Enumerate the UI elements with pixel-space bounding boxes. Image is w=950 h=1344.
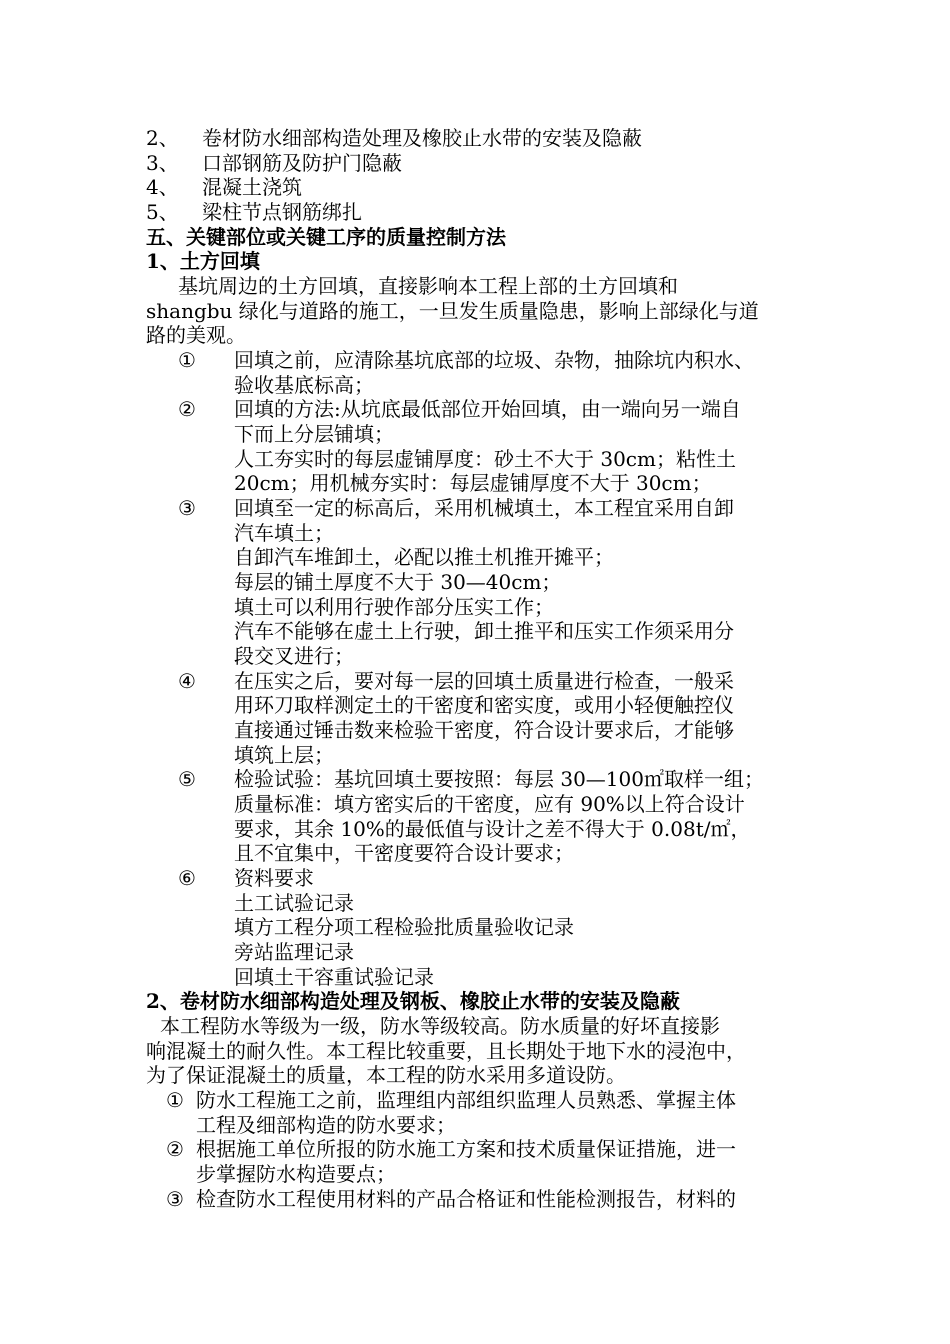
paragraph-line: 为了保证混凝土的质量，本工程的防水采用多道设防。: [146, 1063, 626, 1087]
item-line: 回填的方法:从坑底最低部位开始回填，由一端向另一端自: [234, 397, 741, 421]
paragraph-line: 基坑周边的土方回填，直接影响本工程上部的土方回填和: [178, 274, 678, 298]
item-number: ⑥: [178, 866, 196, 890]
subsection-heading: 1、土方回填: [146, 249, 260, 273]
item-number: ①: [166, 1088, 184, 1112]
item-line: 且不宜集中，干密度要符合设计要求；: [234, 841, 574, 865]
item-line: 20cm；用机械夯实时：每层虚铺厚度不大于 30cm；: [234, 471, 712, 495]
list-item: 2、 卷材防水细部构造处理及橡胶止水带的安装及隐蔽: [146, 126, 642, 150]
list-item: 3、 口部钢筋及防护门隐蔽: [146, 151, 402, 175]
paragraph-line: 本工程防水等级为一级，防水等级较高。防水质量的好坏直接影: [160, 1014, 720, 1038]
item-number: ③: [178, 496, 196, 520]
item-line: 回填之前，应清除基坑底部的垃圾、杂物，抽除坑内积水、: [234, 348, 754, 372]
item-line: 检验试验：基坑回填土要按照：每层 30—100㎡取样一组；: [234, 767, 764, 791]
item-line: 检查防水工程使用材料的产品合格证和性能检测报告，材料的: [196, 1187, 736, 1211]
item-line: 填土可以利用行驶作部分压实工作；: [234, 595, 554, 619]
paragraph-line: shangbu 绿化与道路的施工，一旦发生质量隐患，影响上部绿化与道: [146, 299, 759, 323]
item-line: 下而上分层铺填；: [234, 422, 394, 446]
list-item: 5、 梁柱节点钢筋绑扎: [146, 200, 362, 224]
item-number: ②: [178, 397, 196, 421]
item-number: ②: [166, 1137, 184, 1161]
item-line: 汽车不能够在虚土上行驶，卸土推平和压实工作须采用分: [234, 619, 734, 643]
item-line: 土工试验记录: [234, 891, 354, 915]
item-line: 回填至一定的标高后，采用机械填土，本工程宜采用自卸: [234, 496, 734, 520]
item-line: 防水工程施工之前，监理组内部组织监理人员熟悉、掌握主体: [196, 1088, 736, 1112]
item-line: 旁站监理记录: [234, 940, 354, 964]
item-line: 每层的铺土厚度不大于 30—40cm；: [234, 570, 562, 594]
item-number: ①: [178, 348, 196, 372]
item-line: 验收基底标高；: [234, 373, 374, 397]
item-line: 回填土干容重试验记录: [234, 965, 434, 989]
item-line: 汽车填土；: [234, 521, 334, 545]
item-line: 要求，其余 10%的最低值与设计之差不得大于 0.08t/㎡，: [234, 817, 751, 841]
item-line: 段交叉进行；: [234, 644, 354, 668]
item-line: 用环刀取样测定土的干密度和密实度，或用小轻便触控仪: [234, 693, 734, 717]
item-line: 根据施工单位所报的防水施工方案和技术质量保证措施，进一: [196, 1137, 736, 1161]
section-heading: 五、关键部位或关键工序的质量控制方法: [146, 225, 506, 249]
item-line: 填筑上层；: [234, 743, 334, 767]
item-line: 直接通过锤击数来检验干密度，符合设计要求后，才能够: [234, 718, 734, 742]
list-item: 4、 混凝土浇筑: [146, 175, 302, 199]
item-line: 自卸汽车堆卸土，必配以推土机推开摊平；: [234, 545, 614, 569]
item-line: 工程及细部构造的防水要求；: [196, 1113, 456, 1137]
item-line: 填方工程分项工程检验批质量验收记录: [234, 915, 574, 939]
item-number: ⑤: [178, 767, 196, 791]
item-number: ④: [178, 669, 196, 693]
item-line: 资料要求: [234, 866, 314, 890]
item-line: 在压实之后，要对每一层的回填土质量进行检查，一般采: [234, 669, 734, 693]
item-number: ③: [166, 1187, 184, 1211]
paragraph-line: 响混凝土的耐久性。本工程比较重要，且长期处于地下水的浸泡中，: [146, 1039, 746, 1063]
subsection-heading: 2、卷材防水细部构造处理及钢板、橡胶止水带的安装及隐蔽: [146, 989, 680, 1013]
item-line: 步掌握防水构造要点；: [196, 1162, 396, 1186]
paragraph-line: 路的美观。: [146, 323, 246, 347]
item-line: 质量标准：填方密实后的干密度，应有 90%以上符合设计: [234, 792, 745, 816]
item-line: 人工夯实时的每层虚铺厚度：砂土不大于 30cm；粘性土: [234, 447, 736, 471]
